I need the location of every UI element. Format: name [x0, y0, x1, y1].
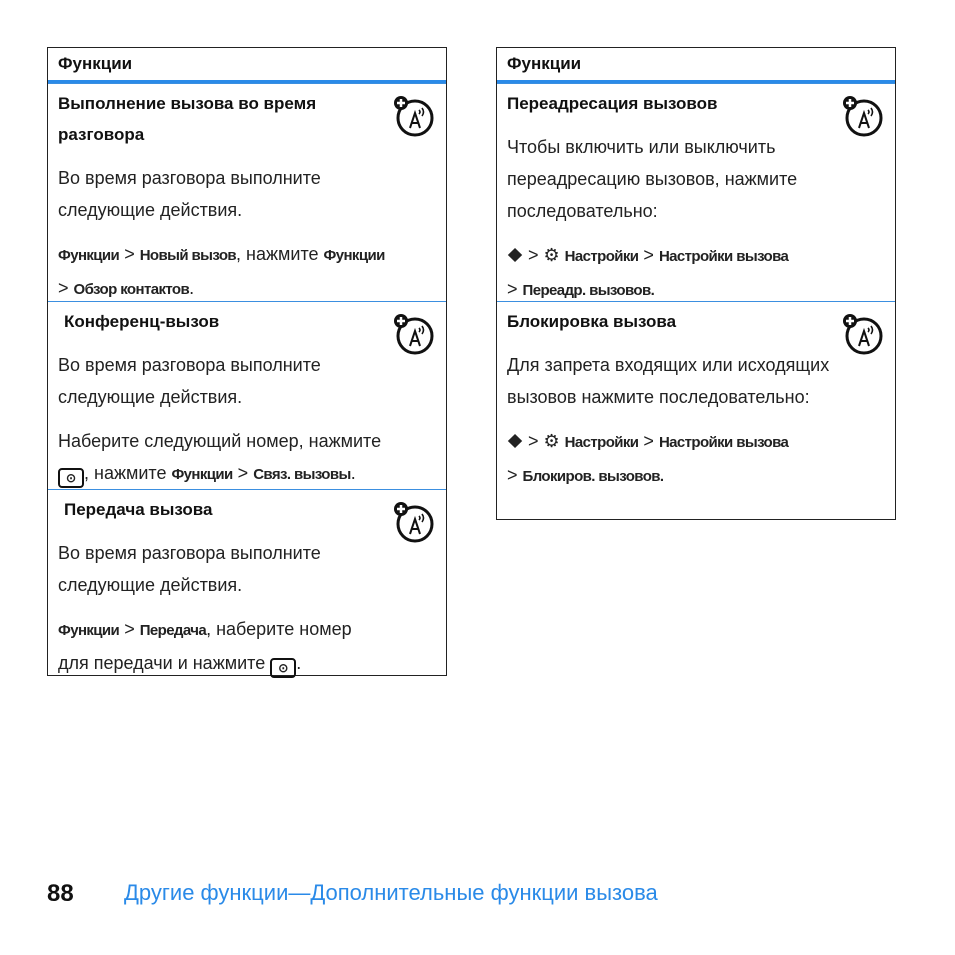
menu-item: Настройки — [564, 248, 639, 265]
section-title: Другие функции—Дополнительные функции вызова — [124, 880, 658, 905]
network-feature-icon — [392, 312, 436, 356]
text: . — [659, 468, 664, 485]
menu-item: Передача — [139, 622, 207, 639]
sep: > — [523, 245, 544, 265]
row-title: Выполнение вызова во время разговора — [58, 94, 317, 144]
text: , наберите номер для передачи и нажмите — [58, 619, 352, 673]
row-title: Конференц-вызов — [64, 312, 220, 331]
table-row — [48, 301, 446, 489]
row-title: Блокировка вызова — [507, 312, 677, 331]
sep: > — [58, 278, 74, 298]
left-feature-table — [47, 47, 447, 676]
send-key-icon: ⊙ — [58, 468, 84, 488]
network-feature-icon — [841, 94, 885, 138]
text: . — [296, 653, 302, 673]
table-row — [48, 489, 446, 675]
sep: > — [523, 431, 544, 451]
row-instructions — [58, 613, 386, 679]
sep: > — [507, 279, 523, 299]
text: , нажмите — [84, 463, 172, 483]
table-header: Функции — [497, 48, 895, 83]
row-text: Для запрета входящих или исходящих вызовов нажмите последовательно: — [507, 355, 830, 407]
menu-item: Настройки — [564, 434, 639, 451]
menu-item: Функции — [171, 466, 233, 483]
page-number: 88 — [47, 880, 74, 907]
row-instructions — [507, 425, 835, 493]
menu-item: Функции — [323, 247, 385, 264]
menu-item: Обзор контактов — [73, 281, 190, 298]
settings-icon: ⚙ — [543, 245, 560, 265]
menu-item: Связ. вызовы — [253, 466, 351, 483]
row-text: Во время разговора выполните следующие действия. — [58, 543, 321, 595]
table-row — [497, 83, 895, 301]
menu-item: Функции — [58, 247, 120, 264]
text: , нажмите — [236, 244, 324, 264]
row-text: Во время разговора выполните следующие действия. — [58, 355, 321, 407]
menu-item: Настройки вызова — [658, 434, 789, 451]
row-title: Передача вызова — [64, 500, 213, 519]
text: . — [189, 278, 195, 298]
network-feature-icon — [392, 500, 436, 544]
row-title: Переадресация вызовов — [507, 94, 718, 113]
sep: > — [507, 465, 523, 485]
text: . — [650, 282, 655, 299]
row-text: Во время разговора выполните следующие действия. — [58, 168, 321, 220]
nav-key-icon: ⯁ — [507, 246, 523, 268]
menu-item: Переадр. вызовов — [522, 282, 651, 299]
row-instructions — [58, 238, 386, 306]
table-row — [48, 83, 446, 301]
text: . — [350, 463, 356, 483]
row-text: Чтобы включить или выключить переадресацию вызовов, нажмите последовательно: — [507, 137, 798, 221]
sep: > — [638, 431, 659, 451]
send-key-icon: ⊙ — [270, 658, 296, 678]
sep: > — [232, 463, 254, 483]
menu-item: Настройки вызова — [658, 248, 789, 265]
network-feature-icon — [392, 94, 436, 138]
menu-item: Блокиров. вызовов — [522, 468, 660, 485]
text: Наберите следующий номер, нажмите — [58, 431, 382, 451]
sep: > — [119, 244, 140, 264]
menu-item: Новый вызов — [139, 247, 237, 264]
table-header: Функции — [48, 48, 446, 83]
sep: > — [638, 245, 659, 265]
row-instructions — [58, 425, 386, 491]
settings-icon: ⚙ — [543, 431, 560, 451]
table-row — [497, 301, 895, 519]
page-footer — [47, 880, 658, 908]
network-feature-icon — [841, 312, 885, 356]
row-instructions — [507, 239, 835, 307]
sep: > — [119, 619, 140, 639]
nav-key-icon: ⯁ — [507, 432, 523, 454]
right-feature-table — [496, 47, 896, 520]
menu-item: Функции — [58, 622, 120, 639]
